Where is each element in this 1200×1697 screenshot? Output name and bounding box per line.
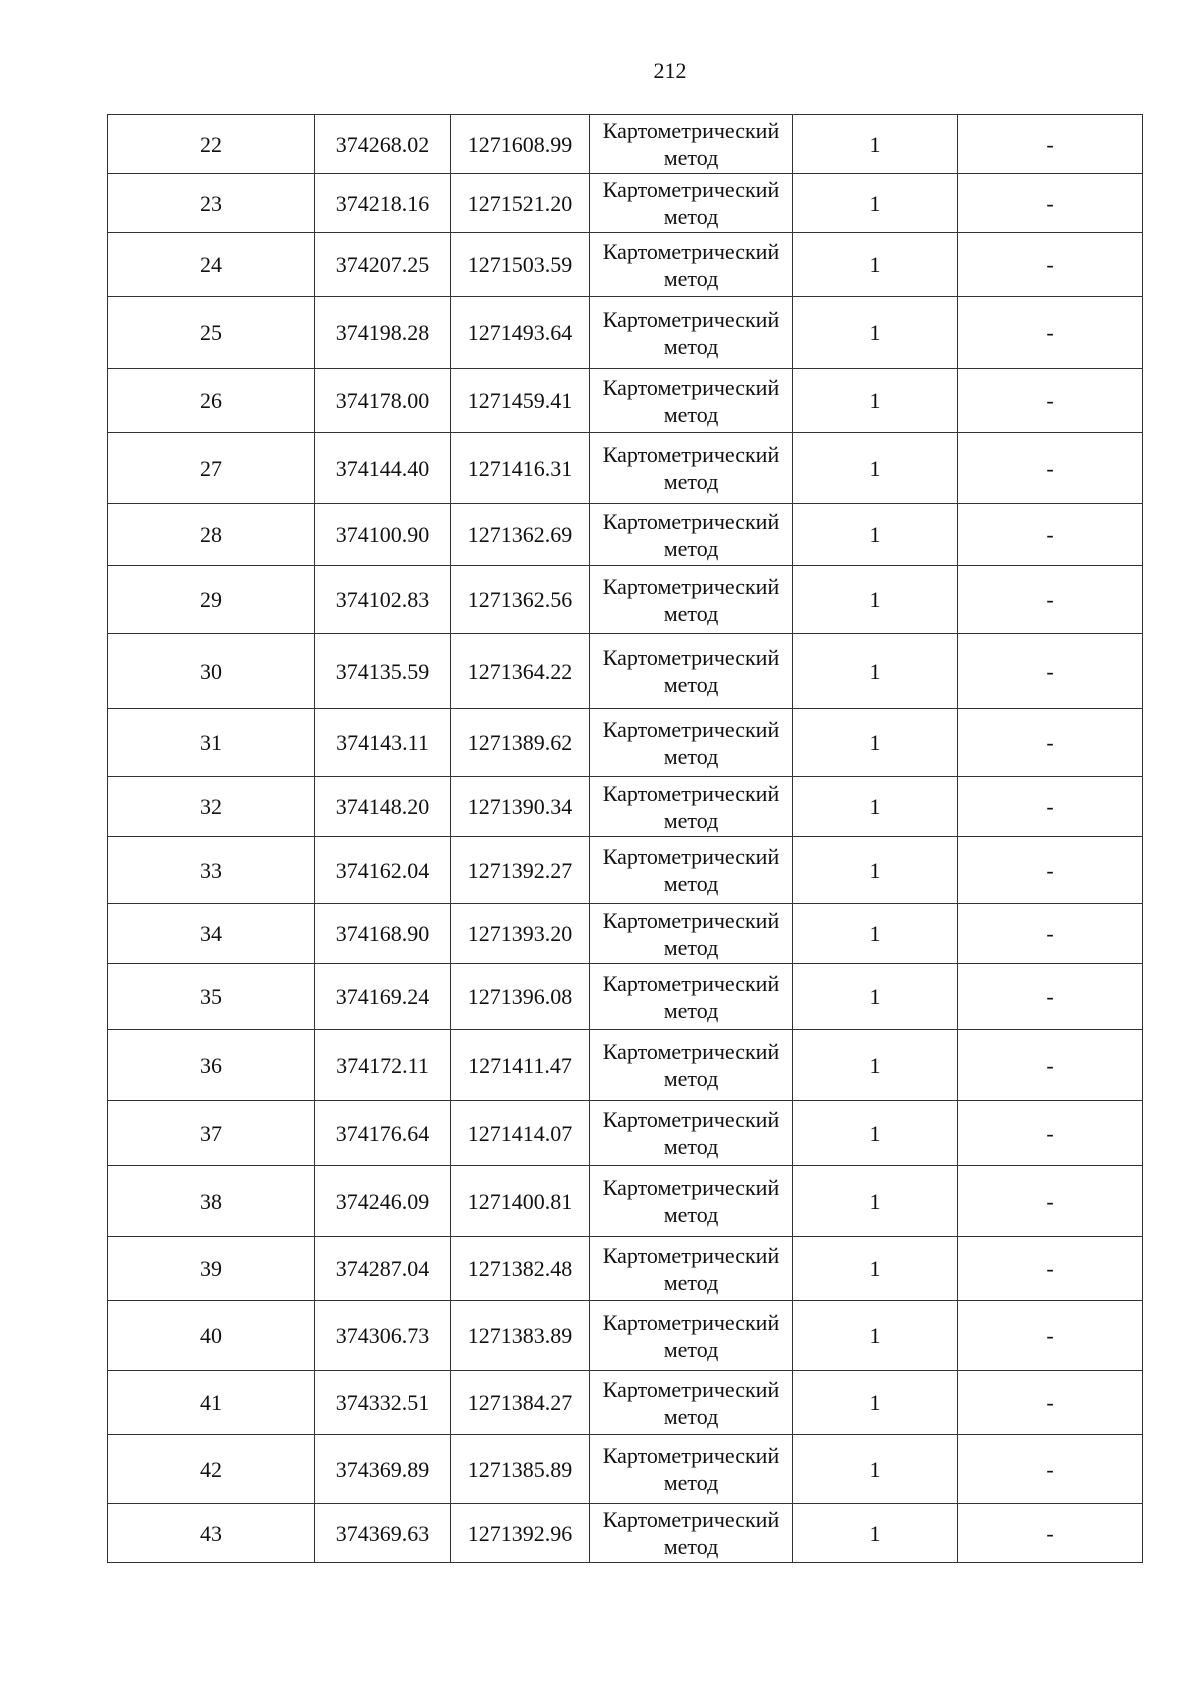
y-coordinate-cell: 1271362.56 — [451, 566, 590, 634]
point-number-cell: 27 — [108, 433, 315, 504]
method-cell — [590, 837, 793, 904]
table-row — [108, 709, 1143, 777]
point-number-cell: 31 — [108, 709, 315, 777]
description-cell: - — [958, 1030, 1143, 1101]
point-number-cell: 25 — [108, 297, 315, 369]
method-line2: метод — [663, 1470, 719, 1495]
method-line1: Картометрический — [602, 645, 780, 670]
accuracy-cell: 1 — [793, 1101, 958, 1166]
description-cell: - — [958, 1166, 1143, 1237]
accuracy-cell: 1 — [793, 709, 958, 777]
accuracy-cell: 1 — [793, 1030, 958, 1101]
x-coordinate-cell: 374287.04 — [315, 1237, 451, 1301]
x-coordinate-cell: 374268.02 — [315, 115, 451, 174]
method-line2: метод — [663, 204, 719, 229]
method-cell — [590, 174, 793, 233]
accuracy-cell: 1 — [793, 504, 958, 566]
method-cell — [590, 777, 793, 837]
x-coordinate-cell: 374369.63 — [315, 1504, 451, 1563]
coordinates-table-body — [108, 115, 1143, 1563]
method-cell — [590, 115, 793, 174]
table-row — [108, 233, 1143, 297]
point-number-cell: 22 — [108, 115, 315, 174]
point-number-cell: 26 — [108, 369, 315, 433]
method-line1: Картометрический — [602, 1507, 780, 1532]
x-coordinate-cell: 374100.90 — [315, 504, 451, 566]
y-coordinate-cell: 1271608.99 — [451, 115, 590, 174]
y-coordinate-cell: 1271364.22 — [451, 634, 590, 709]
y-coordinate-cell: 1271390.34 — [451, 777, 590, 837]
point-number-cell: 24 — [108, 233, 315, 297]
accuracy-cell: 1 — [793, 777, 958, 837]
accuracy-cell: 1 — [793, 369, 958, 433]
description-cell: - — [958, 904, 1143, 964]
method-cell — [590, 1301, 793, 1371]
method-line2: метод — [663, 145, 719, 170]
table-row — [108, 1301, 1143, 1371]
coordinates-table — [107, 114, 1143, 1563]
table-row — [108, 1504, 1143, 1563]
accuracy-cell: 1 — [793, 1504, 958, 1563]
method-cell — [590, 964, 793, 1030]
x-coordinate-cell: 374172.11 — [315, 1030, 451, 1101]
y-coordinate-cell: 1271392.27 — [451, 837, 590, 904]
accuracy-cell: 1 — [793, 1435, 958, 1504]
method-line2: метод — [663, 1269, 719, 1295]
method-line2: метод — [663, 743, 719, 769]
description-cell: - — [958, 1435, 1143, 1504]
method-line2: метод — [663, 1534, 719, 1559]
accuracy-cell: 1 — [793, 1237, 958, 1301]
y-coordinate-cell: 1271396.08 — [451, 964, 590, 1030]
x-coordinate-cell: 374218.16 — [315, 174, 451, 233]
description-cell: - — [958, 433, 1143, 504]
method-line2: метод — [663, 401, 719, 427]
y-coordinate-cell: 1271493.64 — [451, 297, 590, 369]
y-coordinate-cell: 1271416.31 — [451, 433, 590, 504]
accuracy-cell: 1 — [793, 1371, 958, 1435]
x-coordinate-cell: 374198.28 — [315, 297, 451, 369]
method-line2: метод — [663, 535, 719, 561]
method-cell — [590, 1030, 793, 1101]
method-line1: Картометрический — [602, 177, 780, 202]
method-line1: Картометрический — [602, 118, 780, 143]
method-cell — [590, 233, 793, 297]
table-row — [108, 1166, 1143, 1237]
x-coordinate-cell: 374246.09 — [315, 1166, 451, 1237]
table-row — [108, 566, 1143, 634]
y-coordinate-cell: 1271385.89 — [451, 1435, 590, 1504]
description-cell: - — [958, 1371, 1143, 1435]
table-row — [108, 504, 1143, 566]
table-row — [108, 1237, 1143, 1301]
method-line2: метод — [663, 871, 719, 896]
table-row — [108, 1435, 1143, 1504]
method-cell — [590, 1237, 793, 1301]
x-coordinate-cell: 374178.00 — [315, 369, 451, 433]
method-line1: Картометрический — [602, 1376, 780, 1402]
point-number-cell: 35 — [108, 964, 315, 1030]
method-line1: Картометрический — [602, 573, 780, 599]
point-number-cell: 29 — [108, 566, 315, 634]
method-line2: метод — [663, 1403, 719, 1429]
method-line2: метод — [663, 265, 719, 291]
method-line1: Картометрический — [602, 1039, 780, 1064]
description-cell: - — [958, 174, 1143, 233]
table-row — [108, 1101, 1143, 1166]
table-row — [108, 964, 1143, 1030]
x-coordinate-cell: 374369.89 — [315, 1435, 451, 1504]
point-number-cell: 38 — [108, 1166, 315, 1237]
y-coordinate-cell: 1271393.20 — [451, 904, 590, 964]
x-coordinate-cell: 374168.90 — [315, 904, 451, 964]
method-line2: метод — [663, 1336, 719, 1362]
x-coordinate-cell: 374135.59 — [315, 634, 451, 709]
y-coordinate-cell: 1271503.59 — [451, 233, 590, 297]
method-cell — [590, 1435, 793, 1504]
point-number-cell: 23 — [108, 174, 315, 233]
point-number-cell: 37 — [108, 1101, 315, 1166]
description-cell: - — [958, 1101, 1143, 1166]
table-row — [108, 1030, 1143, 1101]
x-coordinate-cell: 374169.24 — [315, 964, 451, 1030]
y-coordinate-cell: 1271400.81 — [451, 1166, 590, 1237]
table-row — [108, 634, 1143, 709]
method-line2: метод — [663, 934, 719, 960]
method-cell — [590, 504, 793, 566]
x-coordinate-cell: 374332.51 — [315, 1371, 451, 1435]
method-cell — [590, 433, 793, 504]
x-coordinate-cell: 374176.64 — [315, 1101, 451, 1166]
method-line2: метод — [663, 997, 719, 1023]
description-cell: - — [958, 1504, 1143, 1563]
page-number: 212 — [653, 58, 687, 83]
description-cell: - — [958, 504, 1143, 566]
description-cell: - — [958, 837, 1143, 904]
description-cell: - — [958, 1237, 1143, 1301]
x-coordinate-cell: 374162.04 — [315, 837, 451, 904]
table-row — [108, 115, 1143, 174]
method-line2: метод — [663, 1134, 719, 1159]
method-line1: Картометрический — [602, 1309, 780, 1335]
method-line1: Картометрический — [602, 442, 780, 467]
method-line2: метод — [663, 807, 719, 833]
accuracy-cell: 1 — [793, 634, 958, 709]
method-line2: метод — [663, 469, 719, 494]
method-cell — [590, 297, 793, 369]
method-line2: метод — [663, 1202, 719, 1227]
point-number-cell: 41 — [108, 1371, 315, 1435]
description-cell: - — [958, 115, 1143, 174]
table-row — [108, 777, 1143, 837]
description-cell: - — [958, 709, 1143, 777]
method-cell — [590, 634, 793, 709]
table-row — [108, 297, 1143, 369]
description-cell: - — [958, 233, 1143, 297]
y-coordinate-cell: 1271382.48 — [451, 1237, 590, 1301]
y-coordinate-cell: 1271521.20 — [451, 174, 590, 233]
method-line1: Картометрический — [602, 1242, 780, 1268]
point-number-cell: 42 — [108, 1435, 315, 1504]
x-coordinate-cell: 374306.73 — [315, 1301, 451, 1371]
method-cell — [590, 1166, 793, 1237]
description-cell: - — [958, 369, 1143, 433]
method-cell — [590, 369, 793, 433]
method-cell — [590, 1101, 793, 1166]
method-line1: Картометрический — [602, 907, 780, 933]
method-cell — [590, 904, 793, 964]
method-cell — [590, 709, 793, 777]
table-row — [108, 837, 1143, 904]
method-line1: Картометрический — [602, 1175, 780, 1200]
description-cell: - — [958, 297, 1143, 369]
accuracy-cell: 1 — [793, 1301, 958, 1371]
y-coordinate-cell: 1271362.69 — [451, 504, 590, 566]
point-number-cell: 33 — [108, 837, 315, 904]
method-line1: Картометрический — [602, 238, 780, 264]
method-line1: Картометрический — [602, 306, 780, 332]
point-number-cell: 32 — [108, 777, 315, 837]
accuracy-cell: 1 — [793, 233, 958, 297]
description-cell: - — [958, 964, 1143, 1030]
accuracy-cell: 1 — [793, 904, 958, 964]
accuracy-cell: 1 — [793, 1166, 958, 1237]
description-cell: - — [958, 777, 1143, 837]
x-coordinate-cell: 374144.40 — [315, 433, 451, 504]
method-line2: метод — [663, 1066, 719, 1091]
table-row — [108, 369, 1143, 433]
method-line1: Картометрический — [602, 716, 780, 742]
x-coordinate-cell: 374102.83 — [315, 566, 451, 634]
accuracy-cell: 1 — [793, 433, 958, 504]
method-line1: Картометрический — [602, 844, 780, 869]
method-line1: Картометрический — [602, 1443, 780, 1468]
y-coordinate-cell: 1271392.96 — [451, 1504, 590, 1563]
y-coordinate-cell: 1271384.27 — [451, 1371, 590, 1435]
table-row — [108, 433, 1143, 504]
x-coordinate-cell: 374207.25 — [315, 233, 451, 297]
x-coordinate-cell: 374143.11 — [315, 709, 451, 777]
accuracy-cell: 1 — [793, 115, 958, 174]
point-number-cell: 36 — [108, 1030, 315, 1101]
point-number-cell: 28 — [108, 504, 315, 566]
point-number-cell: 43 — [108, 1504, 315, 1563]
table-row — [108, 904, 1143, 964]
table-row — [108, 174, 1143, 233]
accuracy-cell: 1 — [793, 837, 958, 904]
description-cell: - — [958, 566, 1143, 634]
method-line2: метод — [663, 672, 719, 697]
method-cell — [590, 566, 793, 634]
accuracy-cell: 1 — [793, 297, 958, 369]
table-row — [108, 1371, 1143, 1435]
method-line1: Картометрический — [602, 780, 780, 806]
y-coordinate-cell: 1271383.89 — [451, 1301, 590, 1371]
x-coordinate-cell: 374148.20 — [315, 777, 451, 837]
accuracy-cell: 1 — [793, 174, 958, 233]
method-line2: метод — [663, 333, 719, 359]
description-cell: - — [958, 634, 1143, 709]
y-coordinate-cell: 1271414.07 — [451, 1101, 590, 1166]
y-coordinate-cell: 1271389.62 — [451, 709, 590, 777]
y-coordinate-cell: 1271459.41 — [451, 369, 590, 433]
point-number-cell: 39 — [108, 1237, 315, 1301]
method-line2: метод — [663, 600, 719, 626]
method-line1: Картометрический — [602, 374, 780, 400]
accuracy-cell: 1 — [793, 566, 958, 634]
method-cell — [590, 1504, 793, 1563]
accuracy-cell: 1 — [793, 964, 958, 1030]
point-number-cell: 30 — [108, 634, 315, 709]
method-cell — [590, 1371, 793, 1435]
method-line1: Картометрический — [602, 970, 780, 996]
method-line1: Картометрический — [602, 508, 780, 534]
y-coordinate-cell: 1271411.47 — [451, 1030, 590, 1101]
method-line1: Картометрический — [602, 1107, 780, 1132]
point-number-cell: 40 — [108, 1301, 315, 1371]
description-cell: - — [958, 1301, 1143, 1371]
point-number-cell: 34 — [108, 904, 315, 964]
